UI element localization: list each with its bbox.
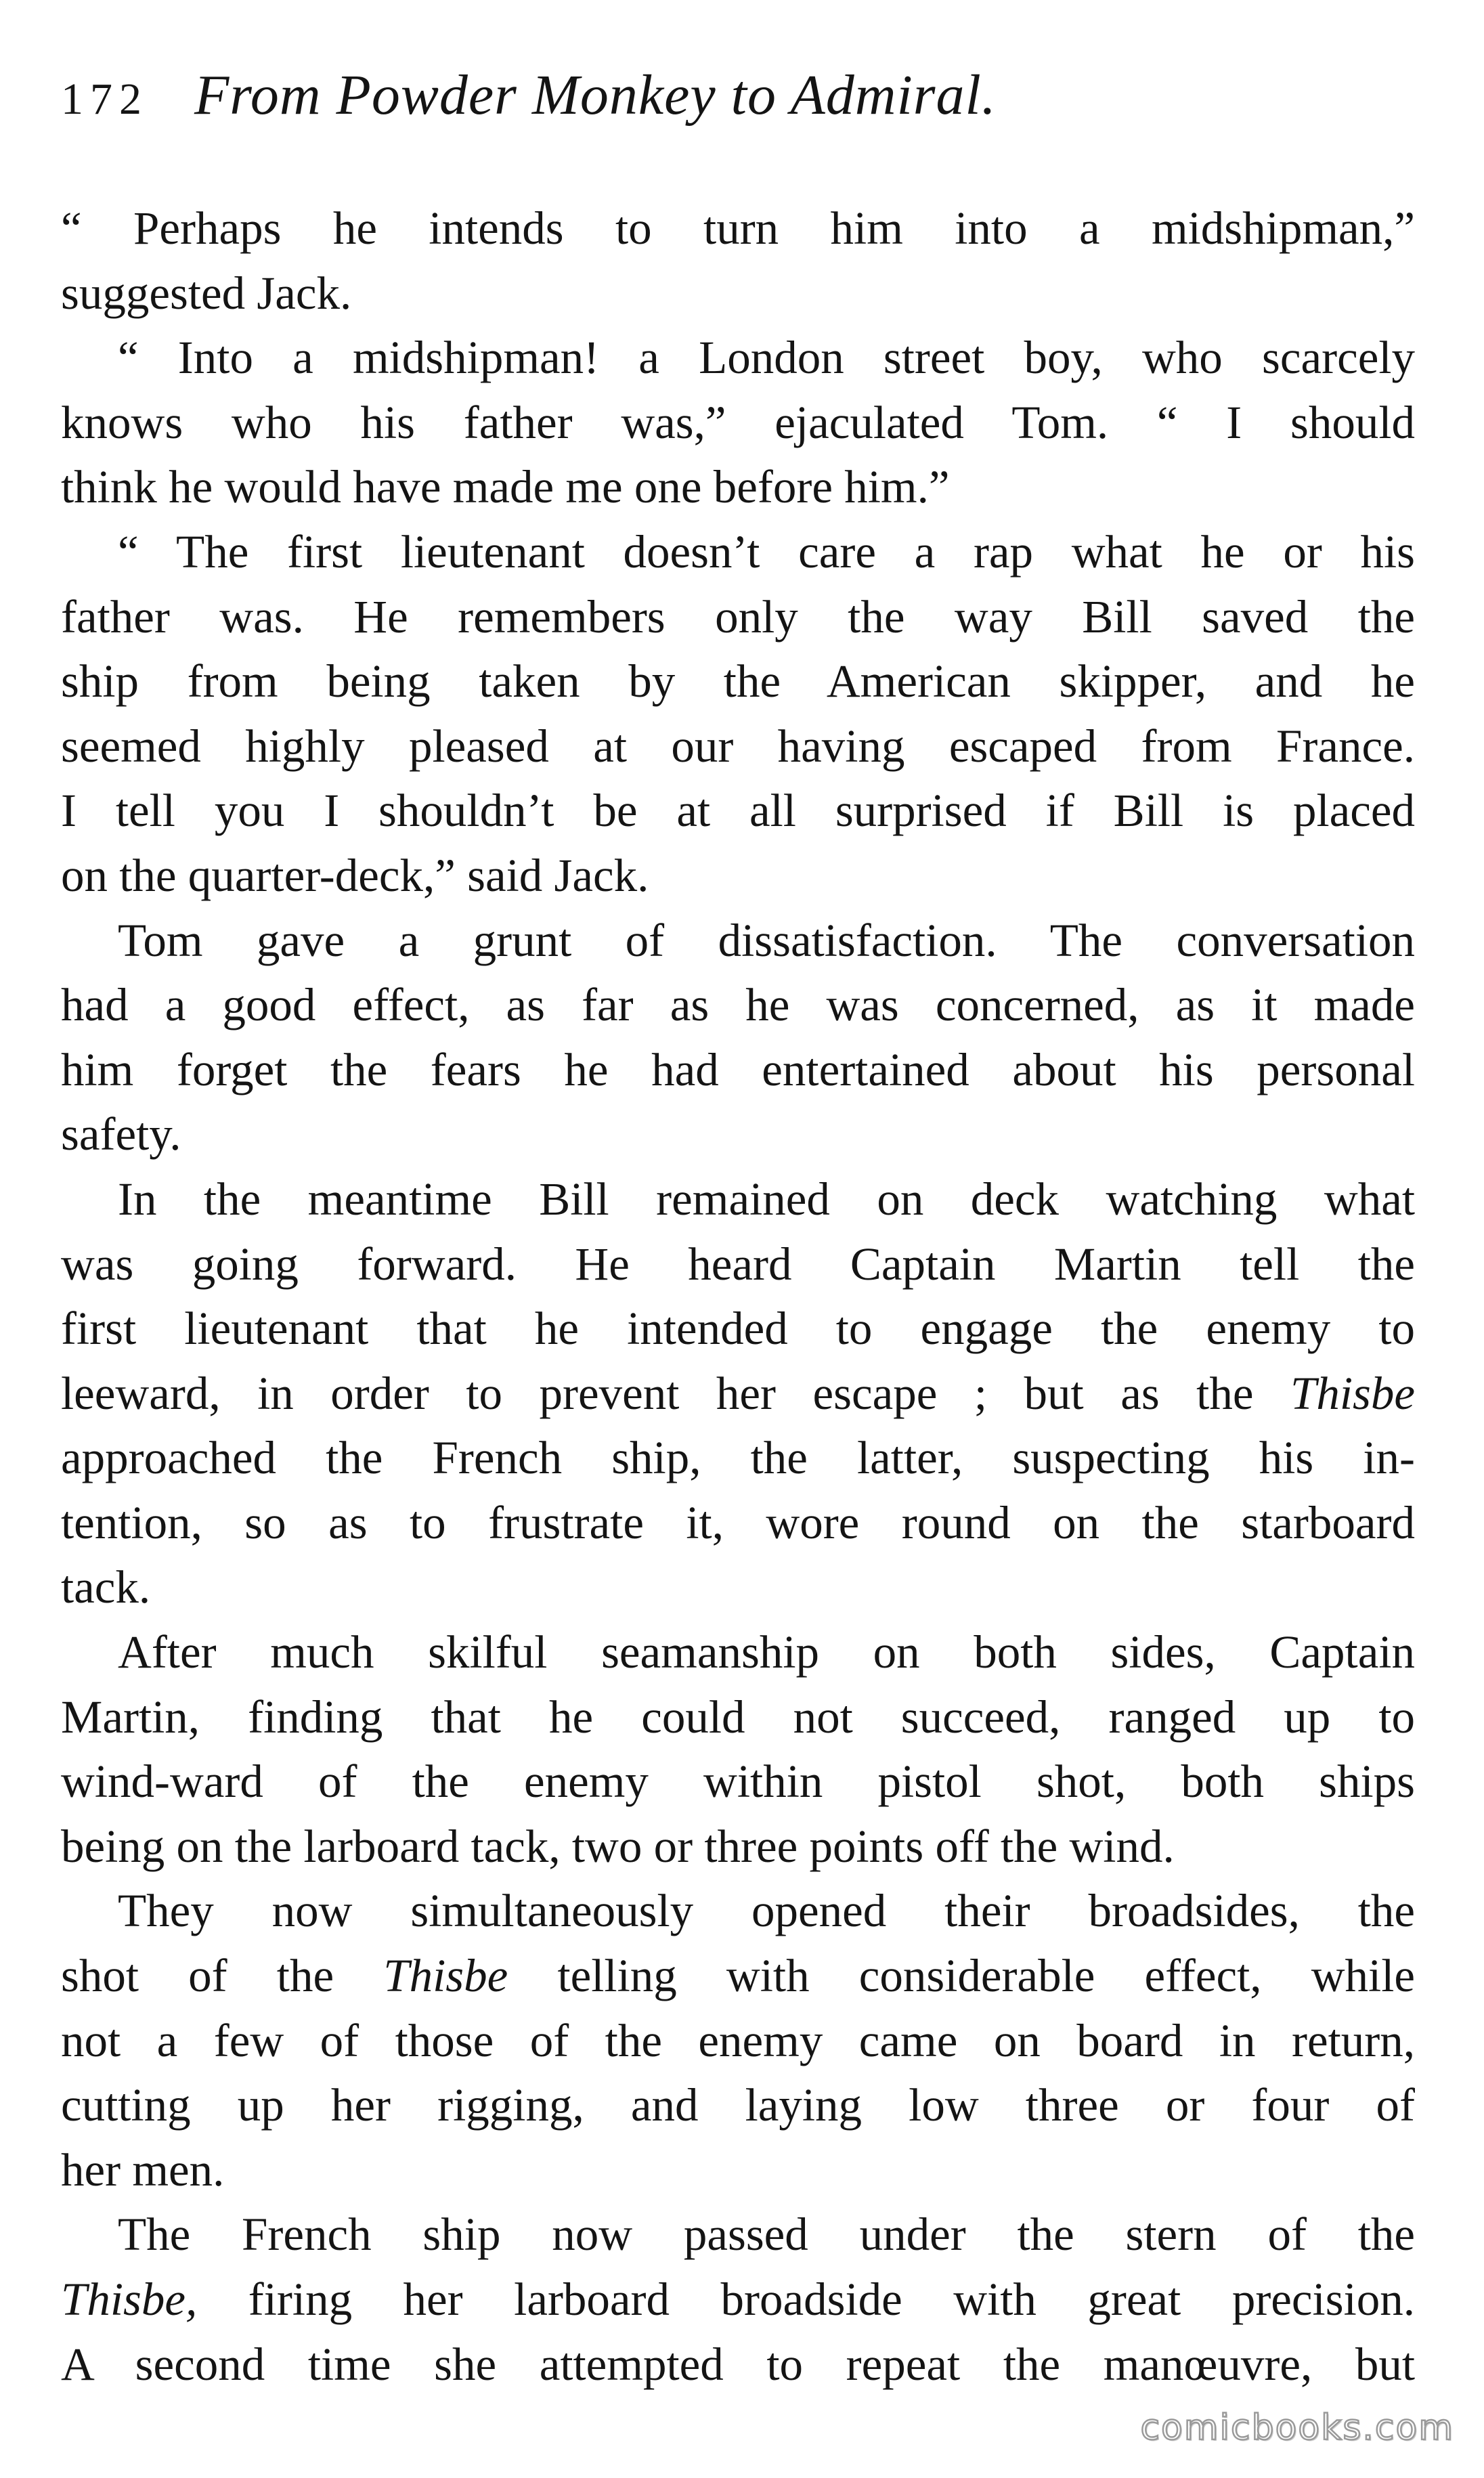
text-line <box>61 1297 1415 1362</box>
text-line-main: was going forward. He heard Captain Martin tell the <box>61 1238 1415 1290</box>
text-line <box>61 326 1415 391</box>
text-line <box>61 909 1415 974</box>
text-line-main: A second time she attempted to repeat the manœuvre, but <box>61 2338 1415 2390</box>
text-line <box>61 2202 1415 2267</box>
text-line-main: seemed highly pleased at our having escaped from France. <box>61 720 1415 772</box>
text-line-main: knows who his father was,” ejaculated Tom. “ I should <box>61 396 1415 448</box>
text-line <box>61 391 1415 456</box>
text-line <box>61 1426 1415 1491</box>
text-line <box>61 1232 1415 1297</box>
text-line <box>61 1749 1415 1814</box>
text-line-main: had a good effect, as far as he was concerned, as it made <box>61 979 1415 1031</box>
text-line-main: wind-ward of the enemy within pistol shot, both ships <box>61 1756 1415 1808</box>
text-line <box>61 585 1415 650</box>
text-line <box>61 844 1415 909</box>
text-line <box>61 779 1415 844</box>
text-line <box>61 520 1415 585</box>
text-line <box>61 455 1415 520</box>
text-line-main: “ The first lieutenant doesn’t care a rap what he or his <box>118 525 1415 578</box>
body-text <box>61 196 1415 2397</box>
text-line-after: firing her larboard broadside with great precision. <box>197 2274 1415 2325</box>
text-line <box>61 1944 1415 2009</box>
text-line <box>61 2073 1415 2138</box>
text-line <box>61 1038 1415 1103</box>
text-line <box>61 1620 1415 1685</box>
text-line-main: “ Perhaps he intends to turn him into a midshipman,” <box>61 202 1415 254</box>
text-line <box>61 2267 1415 2332</box>
text-line-main: Tom gave a grunt of dissatisfaction. The conversation <box>118 914 1415 966</box>
text-line-main: cutting up her rigging, and laying low three or four of <box>61 2079 1415 2131</box>
text-line-main: I tell you I shouldn’t be at all surprised if Bill is placed <box>61 785 1415 837</box>
text-line-main: tention, so as to frustrate it, wore round on the starboard <box>61 1496 1415 1548</box>
text-line <box>61 649 1415 714</box>
text-line-main: “ Into a midshipman! a London street boy, who scarcely <box>118 332 1415 384</box>
ship-name-italic: Thisbe <box>1290 1367 1415 1419</box>
text-line-main: The French ship now passed under the stern of the <box>118 2209 1415 2261</box>
text-line-main: her men. <box>61 2144 225 2196</box>
text-line-main: on the quarter-deck,” said Jack. <box>61 849 649 901</box>
text-line-main: him forget the fears he had entertained about his personal <box>61 1043 1415 1095</box>
text-line-main: not a few of those of the enemy came on board in return, <box>61 2014 1415 2066</box>
text-line <box>61 1167 1415 1232</box>
text-line <box>61 1491 1415 1556</box>
text-line-main: tack. <box>61 1561 151 1613</box>
text-line <box>61 2009 1415 2074</box>
ship-name-italic: Thisbe, <box>61 2274 198 2325</box>
text-line <box>61 973 1415 1038</box>
text-line <box>61 1555 1415 1620</box>
text-line-main: leeward, in order to prevent her escape ; but as the <box>61 1367 1290 1419</box>
text-line <box>61 1879 1415 1944</box>
page-number: 172 <box>61 74 148 124</box>
text-line <box>61 1102 1415 1167</box>
text-line <box>61 2332 1415 2397</box>
text-line-main: shot of the <box>61 1950 384 2002</box>
text-line-main: approached the French ship, the latter, suspecting his in- <box>61 1432 1415 1484</box>
text-line-main: In the meantime Bill remained on deck watching what <box>118 1173 1415 1225</box>
text-line-main: being on the larboard tack, two or three points off the wind. <box>61 1820 1175 1872</box>
text-line-main: After much skilful seamanship on both sides, Captain <box>118 1626 1415 1678</box>
book-title: From Powder Monkey to Admiral. <box>194 64 997 127</box>
text-line-main: first lieutenant that he intended to engage the enemy to <box>61 1303 1415 1355</box>
text-line-main: father was. He remembers only the way Bill saved the <box>61 590 1415 643</box>
text-line <box>61 1814 1415 1879</box>
text-line <box>61 1362 1415 1427</box>
text-line-main: think he would have made me one before him.” <box>61 461 950 513</box>
text-line-main: safety. <box>61 1108 181 1160</box>
text-line <box>61 196 1415 261</box>
ship-name-italic: Thisbe <box>383 1950 508 2002</box>
text-line <box>61 1685 1415 1750</box>
watermark: comicbooks.com <box>1140 2408 1454 2448</box>
text-line-main: Martin, finding that he could not succeed, ranged up to <box>61 1691 1415 1743</box>
text-line <box>61 2138 1415 2203</box>
text-line <box>61 261 1415 326</box>
text-line-after: telling with considerable effect, while <box>508 1950 1415 2002</box>
text-line-main: They now simultaneously opened their broadsides, the <box>118 1885 1415 1937</box>
text-line <box>61 714 1415 779</box>
running-head <box>61 62 1423 144</box>
text-line-main: ship from being taken by the American skipper, and he <box>61 655 1415 708</box>
text-line-main: suggested Jack. <box>61 267 352 319</box>
